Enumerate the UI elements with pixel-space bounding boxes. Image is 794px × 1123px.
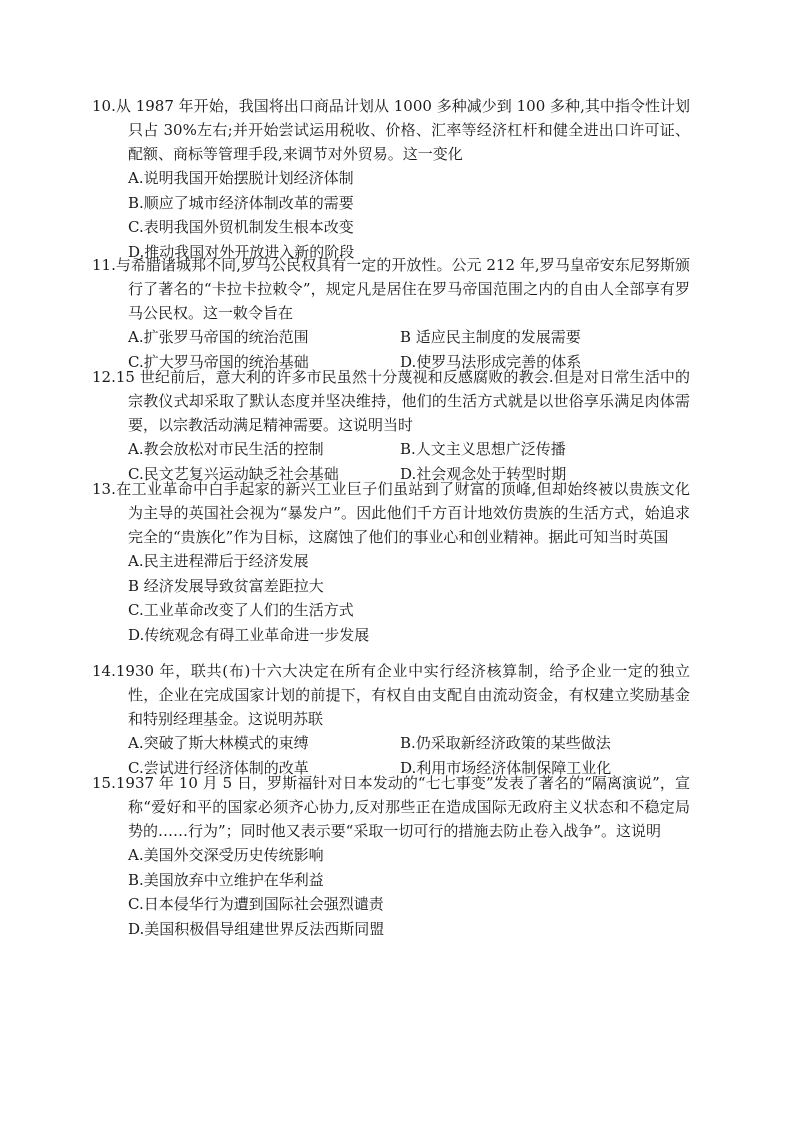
question-text: 15 世纪前后，意大利的许多市民虽然十分蔑视和反感腐败的教会.但是对日常生活中的宗教仪式却采取了默认态度并坚决维持，他们的生活方式就是以世俗享乐满足肉体需要，以宗教活动满足精神需要。这说明当时 — [115, 368, 690, 434]
question-text: 从 1987 年开始，我国将出口商品计划从 1000 多种减少到 100 多种,其中指令性计划只占 30%左右;并开始尝试运用税收、价格、汇率等经济杠杆和健全进出口许可证、配额、商标等管理手段,来调节对外贸易。这一变化 — [115, 97, 690, 163]
question-15 — [92, 771, 690, 941]
options-list — [110, 843, 690, 941]
option-b[interactable]: B.顺应了城市经济体制改革的需要 — [128, 193, 354, 212]
option-c[interactable]: C.民文艺复兴运动缺乏社会基础 — [128, 464, 339, 483]
question-number: 14. — [92, 662, 116, 680]
option-d[interactable]: D.社会观念处于转型时期 — [400, 464, 567, 483]
question-number: 12. — [92, 368, 116, 386]
option-d[interactable]: D.利用市场经济体制保障工业化 — [400, 758, 612, 777]
question-number: 10. — [92, 97, 116, 115]
question-14 — [92, 659, 690, 780]
question-11 — [92, 253, 690, 374]
question-10 — [92, 94, 690, 264]
question-stem — [92, 94, 690, 166]
question-text: 1937 年 10 月 5 日，罗斯福针对日本发动的“七七事变”发表了著名的“隔离演说”，宣称“爱好和平的国家必须齐心协力,反对那些正在造成国际无政府主义状态和不稳定局势的……行为”；同时他又表示要“采取一切可行的措施去防止卷入战争”。这说明 — [115, 774, 690, 840]
options-list — [110, 166, 690, 264]
option-b[interactable]: B.美国放弃中立维护在华利益 — [128, 870, 324, 889]
question-stem — [92, 659, 690, 731]
question-stem — [92, 365, 690, 437]
option-b[interactable]: B.仍采取新经济政策的某些做法 — [400, 734, 611, 752]
option-b[interactable]: B 适应民主制度的发展需要 — [400, 328, 581, 346]
option-c[interactable]: C.尝试进行经济体制的改革 — [128, 758, 309, 777]
option-a[interactable]: A.说明我国开始摆脱计划经济体制 — [128, 169, 354, 187]
question-number: 11. — [92, 256, 116, 274]
option-d[interactable]: D.使罗马法形成完善的体系 — [400, 352, 582, 371]
option-b[interactable]: B 经济发展导致贫富差距拉大 — [128, 576, 324, 595]
question-text: 在工业革命中白手起家的新兴工业巨子们虽站到了财富的顶峰,但却始终被以贵族文化为主导的英国社会视为“暴发户”。因此他们千方百计地效仿贵族的生活方式，始追求完全的“贵族化”作为目标，这腐蚀了他们的事业心和创业精神。据此可知当时英国 — [115, 480, 690, 546]
question-12 — [92, 365, 690, 486]
question-stem — [92, 253, 690, 325]
question-text: 与希腊诸城邦不同,罗马公民权具有一定的开放性。公元 212 年,罗马皇帝安东尼努斯颁行了著名的“卡拉卡拉敕令”，规定凡是居住在罗马帝国范围之内的自由人全部享有罗马公民权。这一敕令旨在 — [115, 256, 690, 322]
option-c[interactable]: C.工业革命改变了人们的生活方式 — [128, 601, 354, 619]
question-text: 1930 年，联共(布)十六大决定在所有企业中实行经济核算制，给予企业一定的独立性，企业在完成国家计划的前提下，有权自由支配自由流动资金，有权建立奖励基金和特别经理基金。这说明苏联 — [115, 662, 690, 728]
option-a[interactable]: A.扩张罗马帝国的统治范围 — [128, 328, 309, 346]
option-d[interactable]: D.美国积极倡导组建世界反法西斯同盟 — [128, 919, 385, 938]
option-a[interactable]: A.突破了斯大林模式的束缚 — [128, 734, 309, 752]
question-number: 13. — [92, 480, 116, 498]
question-13 — [92, 477, 690, 647]
option-c[interactable]: C.扩大罗马帝国的统治基础 — [128, 352, 309, 371]
option-c[interactable]: C.表明我国外贸机制发生根本改变 — [128, 218, 354, 236]
question-stem — [92, 477, 690, 549]
question-number: 15. — [92, 774, 116, 792]
option-a[interactable]: A.民主进程滞后于经济发展 — [128, 552, 309, 570]
option-b[interactable]: B.人文主义思想广泛传播 — [400, 440, 566, 458]
option-d[interactable]: D.传统观念有碍工业革命进一步发展 — [128, 625, 370, 644]
option-a[interactable]: A.美国外交深受历史传统影响 — [128, 846, 324, 864]
option-a[interactable]: A.教会放松对市民生活的控制 — [128, 440, 324, 458]
option-d[interactable]: D.推动我国对外开放进入新的阶段 — [128, 242, 355, 261]
options-list — [110, 549, 690, 647]
option-c[interactable]: C.日本侵华行为遭到国际社会强烈谴责 — [128, 895, 384, 913]
question-stem — [92, 771, 690, 843]
